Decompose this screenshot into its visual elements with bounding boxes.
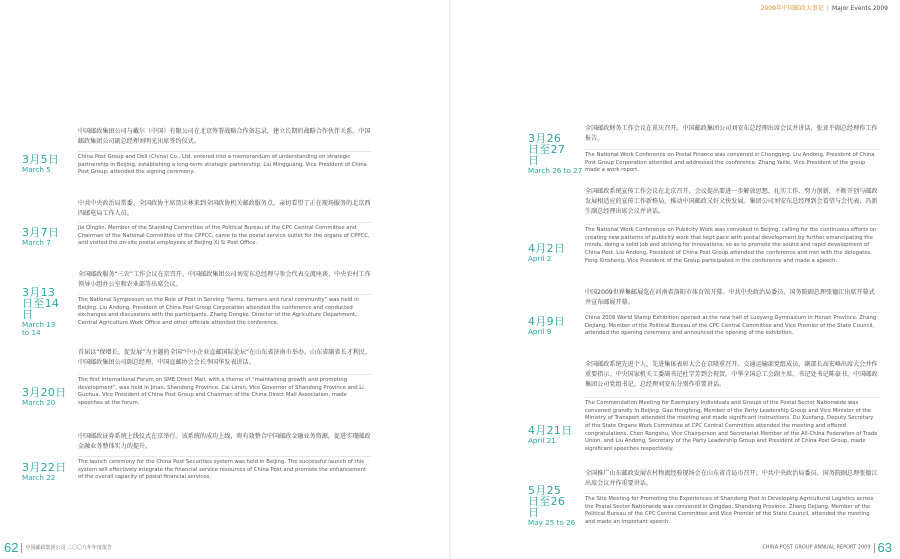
footer-divider [874,543,875,553]
event-date [22,287,62,336]
event-date-zh: 4月9日 [528,315,566,328]
event-description-en: Jia Qinglin, Member of the Standing Committee of the Political Bureau of the CPC Central Committee and Chairman of the National Committee of the CPPCC, came to the postal service outlet for the organs of CPPCC, and visited the on-site postal employees of Beijing Xi Si Post Office. [78,222,371,248]
event-date [22,462,67,481]
page-number-right: 63 [877,540,892,555]
event-date-zh: 4月2日 [528,242,566,255]
event-date [528,133,582,174]
event-description-en: The National Symposium on the Role of Post in Serving “farms, farmers and rural community” was held in Beijing. Liu Andong, President of China Post Group Corporation attended the conference and conducted exchanges and discussions with the participants. Zhang Dongke, Director of the Agriculture Department, Central Agriculture Work Office and other officials attended the conference. [78,294,371,328]
event-description-en: The first International Forum on SME Direct Mail, with a theme of “maintaining growth and promoting development”, was held in Jinan, Shandong Province. Cai Limin, Vice Governor of Shandong Province and Li Guohua, Vice President of China Post Group and Chairman of the China Direct Mail Association, made speeches at the forum. [78,374,371,408]
footer-publication-zh: 中国邮政集团公司 二〇〇九年年度报告 [25,545,113,551]
event-date [528,425,573,444]
event-date [528,316,565,335]
event-description-en: The National Work Conference on Postal Finance was convened in Chongqing. Liu Andong, President of China Post Group Corporation attended and addressed the conference. Zhang Yaiile, Vice President of the group made a work report. [585,149,880,175]
footer-divider [21,543,22,553]
event-date [22,227,59,246]
event-date-en: May 25 to 26 [528,518,576,527]
event-description-zh: 中共中央政治局常委、全国政协主席贾庆林来到全国政协机关邮政服务点，亲切看望了正在现场服务的北京西四邮电局工作人员。 [78,200,371,218]
page-gutter [449,0,451,559]
event-date-zh: 3月20日 [22,386,67,399]
event-date [22,154,59,173]
event-date [528,243,565,262]
event-description-zh: 全国邮政财务工作会议在重庆召开。中国邮政集团公司刘安东总经理出席会议并讲话，张亚平副总经理作工作报告。 [585,125,878,143]
event-date-en: March 7 [22,238,51,247]
event-date-en: April 9 [528,327,552,336]
event-description-en: The Site Meeting for Promoting the Experiences of Shandong Post in Developing Agricultural Logistics across the Postal Sector Nationwide was convened in Qingdao, Shandong Province. Zhang Dejiang, Member of the Political Bureau of the CPC Central Committee and Vice Premier of the State Council, attended the meeting and made an important speech. [585,493,880,527]
event-date-en: March 26 to 27 [528,166,583,175]
event-date-zh: 3月22日 [22,461,67,474]
event-date-en: March 5 [22,165,51,174]
event-description-en: The Commendation Meeting for Exemplary Individuals and Groups of the Postal Sector Nationwide was convened grandly in Beijing. Gao Hongfeng, Member of the Party Leadership Group and Vice Minister of the Ministry of Transport attended the meeting and made significant instructions. Du Xuefang, Deputy Secretary of the State Organs Work Committee of CPC Central Committee attended the meeting and offered congratulations. Chen Rongshu, Vice Chairperson and Secretariat Member of the All-China Federation of Trade Union, and Liu Andong, Secretary of the Party Leadership Group and President of China Post Group, made significant speeches respectively. [585,397,880,454]
event-date-en: April 2 [528,254,552,263]
header-separator: | [826,5,829,12]
event-description-zh: 全国邮政系统宣传工作会议在北京召开。会议提出要进一步解放思想、扎实工作、努力创新，不断开创与邮政发展相适应的宣传工作新格局，推动中国邮政又好又快发展。集团公司刘安东总经理到会看望与会代表，冯新生副总经理出席会议并讲话。 [585,188,878,216]
event-date [22,387,67,406]
event-description-zh: 全国邮政系统先进个人、先进集体表彰大会在京隆重召开。交通运输部党组成员、副部长高宏峰出席大会并作重要指示。中央国家机关工委副书记杜学芳到会祝贺。中华全国总工会副主席、书记处书记陈豪书，中国邮政集团公司党组书记、总经理刘安东分别作重要讲话。 [585,361,878,389]
event-description-en: China Post Group and Dell (China) Co., Ltd. entered into a memorandum of understanding on strategic partnership in Beijing, establishing a long-term strategic partnership. Liu Mingguang, Vice President of China Post Group, attended the signing ceremony. [78,151,371,177]
event-description-zh: 首届以“保增长、促发展”为主题的全国“中小企业直邮国际论坛”在山东省济南市举办。山东省副省长才利民、中国邮政集团公司副总经理、中国直邮协会会长李国华发表讲话。 [78,349,371,367]
event-description-en: China 2009 World Stamp Exhibition opened at the new hall of Luoyang Gymnasium in Henan Province. Zhang Dejiang, Member of the Political Bureau of the CPC Central Committee and Vice Premier of the State Council, attended the opening ceremony and announced the opening of the exhibition. [585,312,880,338]
footer-right [762,537,892,556]
event-date-zh: 5月25日至26日 [528,484,566,519]
event-date-zh: 3月7日 [22,226,60,239]
event-date-zh: 4月21日 [528,424,573,437]
event-description-en: The launch ceremony for the China Post Securities system was held in Beijing. The successful launch of this system will effectively integrate the financial service resources of China Post and promote the enhancement of the overall capacity of postal financial services. [78,456,371,482]
header-zh-title: 2009年中国邮政大事记 [760,5,824,12]
footer-publication-en: CHINA POST GROUP ANNUAL REPORT 2009 [762,544,871,551]
page-number-left: 62 [4,540,19,555]
event-description-zh: 中国邮政证券系统上线仪式在京举行。该系统的成功上线，将有效整合中国邮政金融业务资源，促进实现邮政金融业务整体实力的提升。 [78,433,371,451]
header-en-title: Major Events 2009 [831,5,888,12]
event-date [528,485,575,526]
event-description-zh: 全国推广山东邮政发展农村物流经验现场会在山东省青岛市召开。中共中央政治局委员、国务院副总理张德江出席会议并作重要讲话。 [585,470,878,488]
event-description-zh: 中国2009世界集邮展览在河南省洛阳市体育馆开幕。中共中央政治局委员、国务院副总理张德江出席开幕式并宣布邮展开幕。 [585,289,875,307]
event-date-en: March 20 [22,398,56,407]
event-date-en: March 13 to 14 [22,320,56,337]
event-date-zh: 3月5日 [22,153,60,166]
event-description-zh: 全国邮政服务“三农”工作会议在京召开。中国邮政集团公司刘安东总经理与参会代表交流座谈，中央农村工作领导小组办公室和农业部等出席会议。 [78,271,371,289]
event-description-en: The National Work Conference on Publicity Work was convoked in Beijing, calling for the continuous efforts on creating new patterns of publicity work that kept pace with postal development by further emancipating the minds, doing a solid job and striving for innovations, so as to promote the sound and rapid development of China Post. Liu Andong, President of China Post Group attended the conference and met with the delegates. Feng Xinsheng, Vice President of the Group participated in the conference and made a speech. [585,224,880,265]
footer-left [4,537,112,556]
event-date-zh: 3月13日至14日 [22,286,60,321]
event-description-zh: 中国邮政集团公司与戴尔（中国）有限公司在北京签署战略合作备忘录，建立长期的战略合作伙伴关系。中国邮政集团公司副总经理刘明光出席签约仪式。 [78,128,371,146]
running-header [761,3,888,12]
event-date-en: April 21 [528,436,556,445]
event-date-en: March 22 [22,473,56,482]
event-date-zh: 3月26日至27日 [528,132,566,167]
